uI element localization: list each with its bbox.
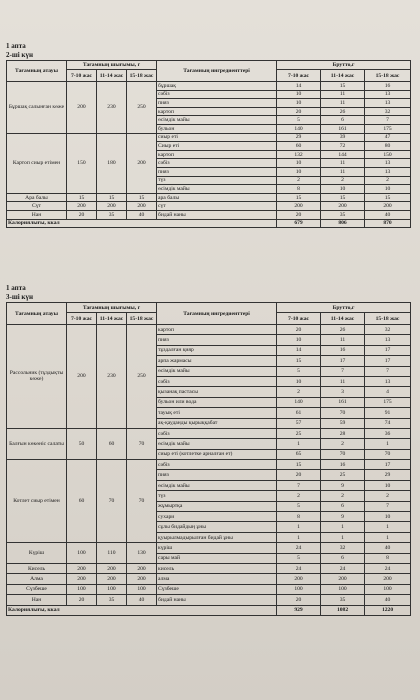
- header-brutto-7-10: 7-10 жас: [277, 313, 321, 325]
- brutto-value: 7: [277, 480, 321, 490]
- ingredient-name: ақ-қауданды қырыққабат: [157, 418, 277, 428]
- table-row: [7, 325, 411, 335]
- brutto-value: 161: [321, 397, 365, 407]
- brutto-value: 91: [365, 408, 411, 418]
- brutto-value: 32: [365, 325, 411, 335]
- dish-name: Сүт: [7, 202, 67, 211]
- brutto-value: 7: [321, 366, 365, 376]
- brutto-value: 1: [365, 532, 411, 542]
- brutto-value: 200: [277, 574, 321, 584]
- brutto-value: 16: [321, 345, 365, 355]
- header-brutto-15-18: 15-18 жас: [365, 70, 411, 82]
- ingredient-name: өсімдік майы: [157, 116, 277, 125]
- brutto-value: 132: [277, 150, 321, 159]
- brutto-value: 6: [321, 553, 365, 563]
- brutto-value: 10: [277, 376, 321, 386]
- brutto-value: 10: [277, 335, 321, 345]
- yield-value: 40: [127, 595, 157, 605]
- header-dish: Тағамның атауы: [7, 303, 67, 325]
- ingredient-name: бульон или вода: [157, 397, 277, 407]
- ingredient-name: өсімдік майы: [157, 185, 277, 194]
- brutto-value: 20: [277, 210, 321, 219]
- ingredient-name: пияз: [157, 99, 277, 108]
- table-row: [7, 563, 411, 573]
- header-age-15-18: 15-18 жас: [127, 313, 157, 325]
- header-age-7-10: 7-10 жас: [67, 313, 97, 325]
- brutto-value: 9: [321, 512, 365, 522]
- brutto-value: 14: [277, 82, 321, 91]
- header-brutto: Брутто,г: [277, 61, 411, 70]
- yield-value: 200: [67, 574, 97, 584]
- brutto-value: 2: [321, 491, 365, 501]
- brutto-value: 2: [365, 491, 411, 501]
- brutto-value: 11: [321, 99, 365, 108]
- yield-value: 70: [127, 460, 157, 543]
- brutto-value: 15: [321, 82, 365, 91]
- brutto-value: 1: [277, 439, 321, 449]
- yield-value: 15: [67, 193, 97, 202]
- ingredient-name: картоп: [157, 325, 277, 335]
- brutto-value: 150: [365, 150, 411, 159]
- header-age-7-10: 7-10 жас: [67, 70, 97, 82]
- brutto-value: 11: [321, 376, 365, 386]
- yield-value: 70: [127, 428, 157, 459]
- brutto-value: 72: [321, 142, 365, 151]
- dish-name: Алма: [7, 574, 67, 584]
- ingredient-name: бұршақ: [157, 82, 277, 91]
- brutto-value: 24: [277, 543, 321, 553]
- yield-value: 200: [97, 574, 127, 584]
- yield-value: 70: [97, 460, 127, 543]
- header-age-15-18: 15-18 жас: [127, 70, 157, 82]
- brutto-value: 17: [365, 460, 411, 470]
- brutto-value: 140: [277, 124, 321, 133]
- brutto-value: 144: [321, 150, 365, 159]
- yield-value: 200: [127, 563, 157, 573]
- brutto-value: 59: [321, 418, 365, 428]
- ingredient-name: бидай наны: [157, 595, 277, 605]
- header-age-11-14: 11-14 жас: [97, 313, 127, 325]
- brutto-value: 10: [365, 185, 411, 194]
- brutto-value: 161: [321, 124, 365, 133]
- calories-value: 870: [365, 219, 411, 228]
- dish-name: Котлет сиыр етімен: [7, 460, 67, 543]
- brutto-value: 74: [365, 418, 411, 428]
- ingredient-name: сиыр еті: [157, 133, 277, 142]
- brutto-value: 1: [277, 522, 321, 532]
- yield-value: 15: [97, 193, 127, 202]
- brutto-value: 2: [365, 176, 411, 185]
- yield-value: 200: [67, 325, 97, 429]
- calories-row: [7, 605, 411, 615]
- ingredient-name: бульон: [157, 124, 277, 133]
- ingredient-name: сухари: [157, 512, 277, 522]
- calories-value: 1082: [321, 605, 365, 615]
- header-yield: Тағамның шығымы, г: [67, 61, 157, 70]
- calories-value: 806: [321, 219, 365, 228]
- brutto-value: 15: [277, 356, 321, 366]
- brutto-value: 40: [365, 210, 411, 219]
- brutto-value: 16: [365, 82, 411, 91]
- brutto-value: 13: [365, 159, 411, 168]
- brutto-value: 65: [277, 449, 321, 459]
- brutto-value: 8: [365, 553, 411, 563]
- brutto-value: 14: [277, 345, 321, 355]
- ingredient-name: картоп: [157, 150, 277, 159]
- table-row: [7, 82, 411, 91]
- dish-name: Бұршақ салынған көже: [7, 82, 67, 134]
- brutto-value: 200: [321, 202, 365, 211]
- ingredient-name: сүт: [157, 202, 277, 211]
- brutto-value: 2: [277, 176, 321, 185]
- brutto-value: 1: [277, 532, 321, 542]
- brutto-value: 10: [277, 159, 321, 168]
- brutto-value: 15: [277, 460, 321, 470]
- ingredient-name: қызанақ пастасы: [157, 387, 277, 397]
- ingredient-name: түз: [157, 176, 277, 185]
- yield-value: 230: [97, 325, 127, 429]
- header-ingredients: Тағамның ингредиенттері: [157, 61, 277, 82]
- ingredient-name: картоп: [157, 107, 277, 116]
- brutto-value: 57: [277, 418, 321, 428]
- brutto-value: 70: [365, 449, 411, 459]
- brutto-value: 35: [321, 210, 365, 219]
- menu-table: [6, 60, 411, 228]
- ingredient-name: бидай наны: [157, 210, 277, 219]
- table-row: [7, 428, 411, 438]
- ingredient-name: тұздалған қияр: [157, 345, 277, 355]
- brutto-value: 200: [365, 574, 411, 584]
- calories-label: Калориялығы, ккал: [7, 219, 277, 228]
- menu-block-day-3: [6, 284, 414, 616]
- ingredient-name: жұмыртқа: [157, 501, 277, 511]
- brutto-value: 11: [321, 90, 365, 99]
- brutto-value: 28: [321, 428, 365, 438]
- brutto-value: 1: [321, 522, 365, 532]
- table-row: [7, 193, 411, 202]
- ingredient-name: пияз: [157, 167, 277, 176]
- yield-value: 50: [67, 428, 97, 459]
- brutto-value: 200: [365, 202, 411, 211]
- brutto-value: 5: [277, 116, 321, 125]
- calories-row: [7, 219, 411, 228]
- brutto-value: 15: [277, 193, 321, 202]
- menu-table: [6, 302, 411, 616]
- brutto-value: 7: [365, 501, 411, 511]
- yield-value: 100: [127, 584, 157, 594]
- yield-value: 200: [127, 202, 157, 211]
- brutto-value: 7: [365, 366, 411, 376]
- brutto-value: 3: [321, 387, 365, 397]
- ingredient-name: сұлы бидайдың ұны: [157, 522, 277, 532]
- brutto-value: 2: [321, 176, 365, 185]
- brutto-value: 47: [365, 133, 411, 142]
- header-ingredients: Тағамның ингредиенттері: [157, 303, 277, 325]
- brutto-value: 36: [365, 428, 411, 438]
- brutto-value: 39: [321, 133, 365, 142]
- brutto-value: 2: [277, 491, 321, 501]
- brutto-value: 20: [277, 107, 321, 116]
- brutto-value: 16: [321, 460, 365, 470]
- brutto-value: 13: [365, 167, 411, 176]
- brutto-value: 6: [321, 501, 365, 511]
- yield-value: 20: [67, 595, 97, 605]
- table-row: [7, 574, 411, 584]
- brutto-value: 26: [321, 107, 365, 116]
- brutto-value: 61: [277, 408, 321, 418]
- ingredient-name: күріш: [157, 543, 277, 553]
- table-row: [7, 595, 411, 605]
- yield-value: 250: [127, 82, 157, 134]
- brutto-value: 5: [277, 501, 321, 511]
- brutto-value: 10: [277, 90, 321, 99]
- ingredient-name: өсімдік майы: [157, 439, 277, 449]
- ingredient-name: өсімдік майы: [157, 366, 277, 376]
- yield-value: 20: [67, 210, 97, 219]
- week-title: 1 апта: [6, 284, 26, 292]
- dish-name: Нан: [7, 210, 67, 219]
- brutto-value: 200: [277, 202, 321, 211]
- ingredient-name: сәбіз: [157, 460, 277, 470]
- dish-name: Күріш: [7, 543, 67, 564]
- brutto-value: 26: [321, 325, 365, 335]
- calories-value: 1220: [365, 605, 411, 615]
- yield-value: 60: [97, 428, 127, 459]
- brutto-value: 175: [365, 397, 411, 407]
- calories-label: Калориялығы, ккал: [7, 605, 277, 615]
- yield-value: 110: [97, 543, 127, 564]
- yield-value: 100: [67, 584, 97, 594]
- yield-value: 60: [67, 460, 97, 543]
- brutto-value: 17: [321, 356, 365, 366]
- week-title: 1 апта: [6, 42, 26, 50]
- brutto-value: 24: [321, 563, 365, 573]
- brutto-value: 70: [321, 449, 365, 459]
- brutto-value: 40: [365, 595, 411, 605]
- brutto-value: 80: [365, 142, 411, 151]
- brutto-value: 32: [365, 107, 411, 116]
- header-brutto-11-14: 11-14 жас: [321, 70, 365, 82]
- brutto-value: 13: [365, 376, 411, 386]
- dish-name: Нан: [7, 595, 67, 605]
- ingredient-name: сәбіз: [157, 376, 277, 386]
- dish-name: Ара балы: [7, 193, 67, 202]
- brutto-value: 140: [277, 397, 321, 407]
- brutto-value: 1: [321, 532, 365, 542]
- ingredient-name: пияз: [157, 470, 277, 480]
- brutto-value: 17: [365, 345, 411, 355]
- brutto-value: 29: [277, 133, 321, 142]
- brutto-value: 10: [321, 185, 365, 194]
- brutto-value: 11: [321, 335, 365, 345]
- dish-name: Кисель: [7, 563, 67, 573]
- yield-value: 180: [97, 133, 127, 193]
- brutto-value: 8: [277, 185, 321, 194]
- brutto-value: 15: [365, 193, 411, 202]
- ingredient-name: сары май: [157, 553, 277, 563]
- yield-value: 100: [97, 584, 127, 594]
- brutto-value: 13: [365, 90, 411, 99]
- brutto-value: 100: [277, 584, 321, 594]
- yield-value: 130: [127, 543, 157, 564]
- header-dish: Тағамның атауы: [7, 61, 67, 82]
- brutto-value: 11: [321, 167, 365, 176]
- header-brutto-11-14: 11-14 жас: [321, 313, 365, 325]
- header-brutto-7-10: 7-10 жас: [277, 70, 321, 82]
- menu-block-day-2: [6, 42, 414, 228]
- brutto-value: 70: [321, 408, 365, 418]
- table-row: [7, 460, 411, 470]
- brutto-value: 2: [277, 387, 321, 397]
- ingredient-name: Сүзбеше: [157, 584, 277, 594]
- yield-value: 200: [67, 82, 97, 134]
- yield-value: 200: [127, 574, 157, 584]
- brutto-value: 20: [277, 325, 321, 335]
- brutto-value: 10: [277, 99, 321, 108]
- table-row: [7, 543, 411, 553]
- brutto-value: 40: [365, 543, 411, 553]
- table-row: [7, 210, 411, 219]
- yield-value: 200: [97, 202, 127, 211]
- brutto-value: 29: [365, 470, 411, 480]
- brutto-value: 5: [277, 366, 321, 376]
- yield-value: 40: [127, 210, 157, 219]
- brutto-value: 5: [277, 553, 321, 563]
- ingredient-name: кисель: [157, 563, 277, 573]
- dish-name: Сүзбеше: [7, 584, 67, 594]
- brutto-value: 10: [277, 167, 321, 176]
- ingredient-name: Сиыр еті: [157, 142, 277, 151]
- table-row: [7, 584, 411, 594]
- brutto-value: 60: [277, 142, 321, 151]
- ingredient-name: ара балы: [157, 193, 277, 202]
- brutto-value: 35: [321, 595, 365, 605]
- brutto-value: 175: [365, 124, 411, 133]
- brutto-value: 7: [365, 116, 411, 125]
- brutto-value: 2: [321, 439, 365, 449]
- brutto-value: 24: [365, 563, 411, 573]
- calories-value: 679: [277, 219, 321, 228]
- table-row: [7, 133, 411, 142]
- yield-value: 35: [97, 210, 127, 219]
- day-title: 2-ші күн: [6, 51, 34, 59]
- ingredient-name: сәбіз: [157, 428, 277, 438]
- dish-name: Балғын көкөніс салаты: [7, 428, 67, 459]
- brutto-value: 100: [365, 584, 411, 594]
- brutto-value: 32: [321, 543, 365, 553]
- yield-value: 200: [67, 563, 97, 573]
- ingredient-name: сиыр еті (котлетке арналған ет): [157, 449, 277, 459]
- header-brutto-15-18: 15-18 жас: [365, 313, 411, 325]
- yield-value: 15: [127, 193, 157, 202]
- brutto-value: 200: [321, 574, 365, 584]
- brutto-value: 20: [277, 470, 321, 480]
- ingredient-name: түз: [157, 491, 277, 501]
- header-brutto: Брутто,г: [277, 303, 411, 313]
- yield-value: 100: [67, 543, 97, 564]
- header-yield: Тағамның шығымы, г: [67, 303, 157, 313]
- dish-name: Рассольник (тұздықты көже): [7, 325, 67, 429]
- yield-value: 200: [127, 133, 157, 193]
- brutto-value: 13: [365, 99, 411, 108]
- calories-value: 929: [277, 605, 321, 615]
- ingredient-name: алма: [157, 574, 277, 584]
- brutto-value: 10: [365, 480, 411, 490]
- table-row: [7, 202, 411, 211]
- yield-value: 35: [97, 595, 127, 605]
- brutto-value: 15: [321, 193, 365, 202]
- brutto-value: 8: [277, 512, 321, 522]
- day-title: 3-ші күн: [6, 293, 34, 301]
- yield-value: 250: [127, 325, 157, 429]
- brutto-value: 24: [277, 563, 321, 573]
- brutto-value: 100: [321, 584, 365, 594]
- yield-value: 200: [67, 202, 97, 211]
- brutto-value: 4: [365, 387, 411, 397]
- ingredient-name: қуырылмадырылған бидай ұны: [157, 532, 277, 542]
- brutto-value: 6: [321, 116, 365, 125]
- ingredient-name: сәбіз: [157, 159, 277, 168]
- yield-value: 230: [97, 82, 127, 134]
- brutto-value: 9: [321, 480, 365, 490]
- brutto-value: 13: [365, 335, 411, 345]
- brutto-value: 11: [321, 159, 365, 168]
- ingredient-name: сәбіз: [157, 90, 277, 99]
- brutto-value: 17: [365, 356, 411, 366]
- brutto-value: 25: [321, 470, 365, 480]
- yield-value: 150: [67, 133, 97, 193]
- ingredient-name: тауық еті: [157, 408, 277, 418]
- brutto-value: 10: [365, 512, 411, 522]
- brutto-value: 25: [277, 428, 321, 438]
- ingredient-name: арпа жармасы: [157, 356, 277, 366]
- ingredient-name: өсімдік майы: [157, 480, 277, 490]
- brutto-value: 20: [277, 595, 321, 605]
- brutto-value: 1: [365, 439, 411, 449]
- yield-value: 200: [97, 563, 127, 573]
- ingredient-name: пияз: [157, 335, 277, 345]
- header-age-11-14: 11-14 жас: [97, 70, 127, 82]
- brutto-value: 1: [365, 522, 411, 532]
- dish-name: Картоп сиыр етімен: [7, 133, 67, 193]
